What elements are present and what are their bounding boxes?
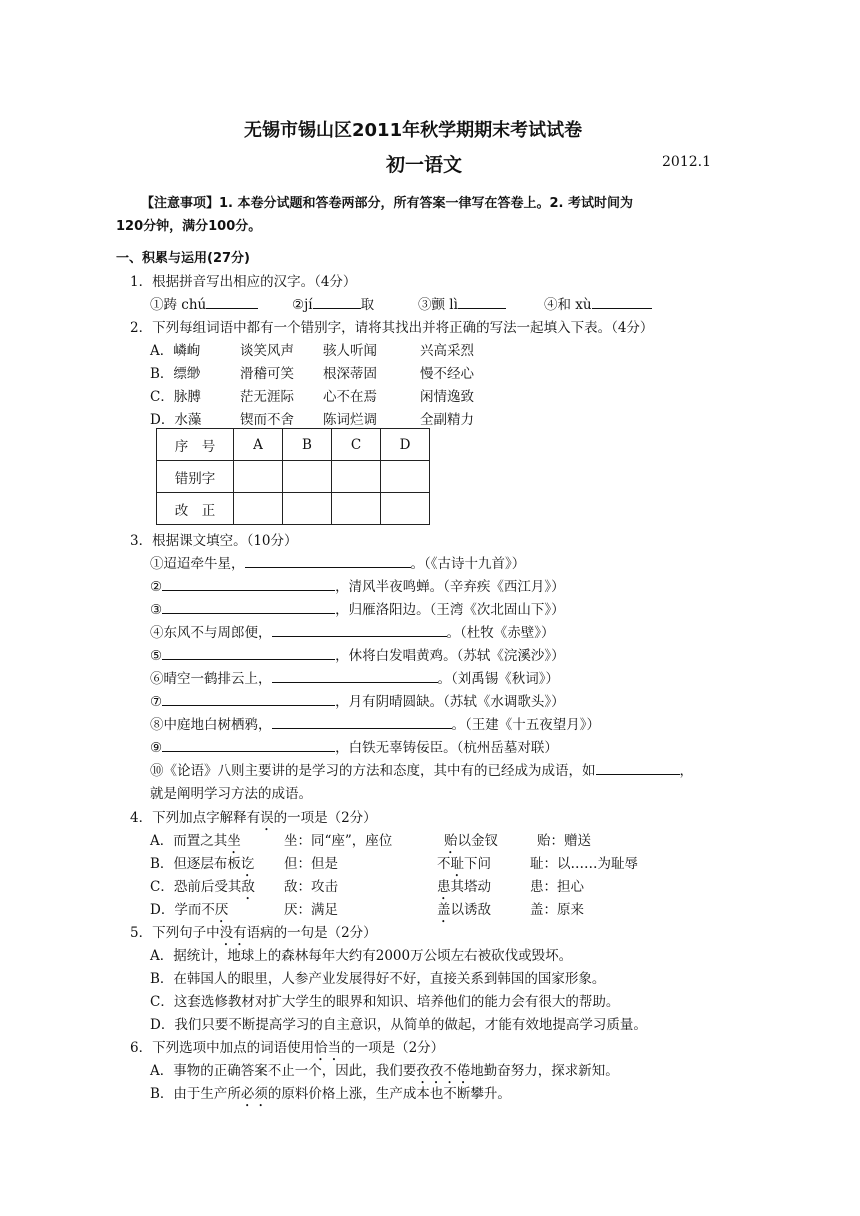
q5-option-a: A．据统计，地球上的森林每年大约有2000万公顷左右被砍伐或毁坏。 [150,948,573,964]
answer-blank[interactable] [162,613,335,614]
q1-stem: 1．根据拼音写出相应的汉字。（4分） [130,274,357,290]
q6-stem: 6．下列选项中加点的词语使用恰当的一项是（2分） [130,1040,445,1056]
q4-stem: 4．下列加点字解释有误的一项是（2分） [130,810,377,826]
q1-items [150,293,670,313]
notice-line-1: 【注意事项】1. 本卷分试题和答卷两部分，所有答案一律写在答卷上。2. 考试时间为 [141,196,634,211]
q3-item-8: ⑧中庭地白树栖鸦， 。（王建《十五夜望月》） [150,717,600,733]
q4-option-b: B．但逐层布板讫 但：但是 不耻下问 耻：以……为耻辱 [150,856,638,872]
exam-title: 无锡市锡山区2011年秋学期期末考试试卷 [244,120,583,141]
table-row-label-wrong: 错别字 [157,461,234,493]
q3-item-10-cont: 就是阐明学习方法的成语。 [150,786,312,802]
q3-item-1: ①迢迢牵牛星， 。（《古诗十九首》） [150,556,526,572]
q3-item-9: ⑨ ，白铁无辜铸佞臣。（杭州岳墓对联） [150,740,558,756]
q3-stem: 3．根据课文填空。（10分） [130,533,298,549]
q4-option-d: D．学而不厌 厌：满足 盖以诱敌 盖：原来 [150,902,584,918]
table-header-b: B [283,429,332,461]
q6-option-b: B．由于生产所必须的原料价格上涨，生产成本也不断攀升。 [150,1086,511,1102]
table-cell[interactable] [381,461,430,493]
answer-blank[interactable] [592,308,652,309]
q2-option-b: B．缥缈 滑稽可笑 根深蒂固 慢不经心 [150,366,474,382]
q3-item-5: ⑤ ，休将白发唱黄鸡。（苏轼《浣溪沙》） [150,648,565,664]
q2-option-d: D．水藻 锲而不舍 陈词烂调 全副精力 [150,412,474,428]
q1-item-2: ②jí [292,297,313,313]
q4-option-a: A．而置之其坐 坐：同“座”，座位 贻以金钗 贻：赠送 [150,833,591,849]
subject-title: 初一语文 [386,154,463,176]
q5-option-d: D．我们只要不断提高学习的自主意识，从简单的做起，才能有效地提高学习质量。 [150,1017,647,1033]
q3-item-7: ⑦ ，月有阴晴圆缺。（苏轼《水调歌头》） [150,694,565,710]
q5-option-b: B．在韩国人的眼里，人参产业发展得好不好，直接关系到韩国的国家形象。 [150,971,606,987]
table-cell[interactable] [381,493,430,525]
table-cell[interactable] [332,461,381,493]
answer-blank[interactable] [313,308,361,309]
q1-item-3: ③颤 lì [418,297,458,313]
error-word-table [156,428,430,525]
answer-blank[interactable] [162,705,335,706]
answer-blank[interactable] [458,308,506,309]
table-header-index: 序 号 [157,429,234,461]
notice-line-2: 120分钟，满分100分。 [116,219,262,234]
q5-option-c: C．这套选修教材对扩大学生的眼界和知识、培养他们的能力会有很大的帮助。 [150,994,620,1010]
q5-stem: 5．下列句子中没有语病的一句是（2分） [130,925,377,941]
q3-item-4: ④东风不与周郎便， 。（杜牧《赤壁》） [150,625,555,641]
q3-item-10: ⑩《论语》八则主要讲的是学习的方法和态度，其中有的已经成为成语，如 ， [150,763,693,779]
table-row-label-correct: 改 正 [157,493,234,525]
answer-blank[interactable] [162,590,335,591]
section-heading: 一、积累与运用(27分) [116,251,250,266]
answer-blank[interactable] [596,774,680,775]
q2-option-a: A．嶙峋 谈笑风声 骇人听闻 兴高采烈 [150,343,474,359]
q1-item-2-suffix: 取 [360,297,375,313]
table-cell[interactable] [283,461,332,493]
q3-item-2: ② ，清风半夜鸣蝉。（辛弃疾《西江月》） [150,579,565,595]
q2-stem: 2．下列每组词语中都有一个错别字，请将其找出并将正确的写法一起填入下表。（4分） [130,320,654,336]
answer-blank[interactable] [272,682,438,683]
answer-blank[interactable] [162,751,335,752]
exam-date: 2012.1 [662,154,711,170]
answer-blank[interactable] [245,567,411,568]
table-header-d: D [381,429,430,461]
q4-option-c: C．恐前后受其敌 敌：攻击 患其塔动 患：担心 [150,879,584,895]
table-cell[interactable] [234,493,283,525]
table-header-a: A [234,429,283,461]
q3-item-6: ⑥晴空一鹤排云上， 。（刘禹锡《秋词》） [150,671,559,687]
answer-blank[interactable] [206,308,258,309]
table-cell[interactable] [332,493,381,525]
q1-item-4: ④和 xù [544,297,592,313]
table-header-c: C [332,429,381,461]
table-cell[interactable] [283,493,332,525]
table-cell[interactable] [234,461,283,493]
q3-item-3: ③ ，归雁洛阳边。（王湾《次北固山下》） [150,602,565,618]
answer-blank[interactable] [162,659,335,660]
q2-option-c: C．脉膊 茫无涯际 心不在焉 闲情逸致 [150,389,474,405]
answer-blank[interactable] [272,636,447,637]
q6-option-a: A．事物的正确答案不止一个，因此，我们要孜孜不倦地勤奋努力，探求新知。 [150,1063,619,1079]
q1-item-1: ①踌 chú [150,297,207,313]
answer-blank[interactable] [272,728,452,729]
